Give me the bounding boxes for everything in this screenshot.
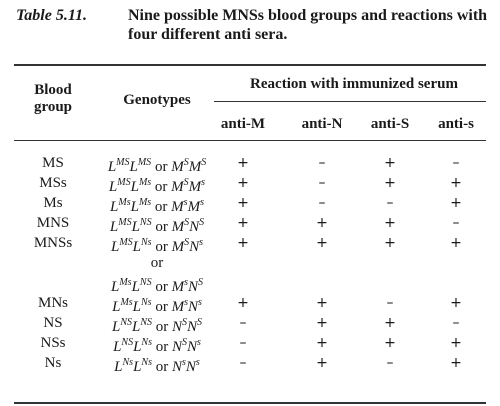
blood-group-cell: MNSs: [33, 235, 73, 251]
reaction-cell: +: [384, 315, 396, 331]
header-blood-group: Blood group: [33, 82, 73, 115]
header-anti-s-lower: anti-s: [438, 116, 474, 132]
reaction-cell: +: [237, 295, 249, 311]
header-genotypes: Genotypes: [123, 92, 191, 108]
header-reaction: Reaction with immunized serum: [250, 76, 458, 92]
reaction-cell: +: [237, 175, 249, 191]
blood-group-cell: NS: [43, 315, 63, 331]
reaction-cell: +: [450, 235, 462, 251]
bottom-rule: [14, 402, 486, 404]
reaction-cell: +: [384, 215, 396, 231]
header-rule: [14, 140, 486, 141]
reaction-cell: +: [384, 155, 396, 171]
reaction-cell: +: [450, 295, 462, 311]
genotype-cell: $L^{Ms}L^{NS}$ or $M^sN^S$: [110, 277, 203, 295]
reaction-cell: –: [318, 155, 326, 171]
reaction-cell: –: [386, 295, 394, 311]
reaction-cell: –: [452, 315, 460, 331]
genotype-cell: $L^{NS}L^{Ns}$ or $N^SN^s$: [113, 337, 201, 355]
genotype-cell: $L^{NS}L^{NS}$ or $N^SN^S$: [111, 317, 203, 335]
reaction-cell: –: [239, 355, 247, 371]
reaction-cell: –: [452, 155, 460, 171]
genotype-cell: $L^{Ns}L^{Ns}$ or $N^sN^s$: [114, 357, 200, 375]
top-rule: [14, 64, 486, 66]
header-anti-m: anti-M: [220, 116, 266, 132]
table-number: Table 5.11.: [16, 7, 87, 24]
reaction-cell: +: [237, 155, 249, 171]
reaction-cell: –: [318, 195, 326, 211]
reaction-cell: +: [237, 235, 249, 251]
blood-group-cell: MSs: [39, 175, 67, 191]
reaction-cell: –: [386, 355, 394, 371]
reaction-cell: +: [450, 195, 462, 211]
reaction-cell: +: [316, 235, 328, 251]
reaction-cell: +: [316, 355, 328, 371]
reaction-cell: +: [316, 315, 328, 331]
header-subrule: [214, 101, 486, 102]
blood-group-cell: NSs: [40, 335, 66, 351]
reaction-cell: +: [450, 175, 462, 191]
reaction-cell: +: [384, 235, 396, 251]
blood-group-cell: MNs: [37, 295, 68, 311]
reaction-cell: +: [237, 195, 249, 211]
reaction-cell: +: [384, 335, 396, 351]
table-title: Nine possible MNSs blood groups and reactions with four different anti sera.: [128, 7, 488, 43]
blood-group-cell: MS: [42, 155, 64, 171]
header-anti-s-upper: anti-S: [370, 116, 410, 132]
genotype-cell: $L^{MS}L^{Ms}$ or $M^SM^s$: [108, 177, 206, 195]
blood-group-cell: MNS: [36, 215, 70, 231]
genotype-cell: $L^{MS}L^{NS}$ or $M^SN^S$: [109, 217, 205, 235]
reaction-cell: +: [450, 335, 462, 351]
blood-group-cell: Ns: [44, 355, 62, 371]
genotype-cell: $L^{MS}L^{MS}$ or $M^SM^S$: [107, 157, 207, 175]
genotype-cell: or: [150, 255, 164, 271]
reaction-cell: –: [452, 215, 460, 231]
reaction-cell: +: [316, 295, 328, 311]
reaction-cell: +: [450, 355, 462, 371]
reaction-cell: +: [316, 215, 328, 231]
header-anti-n: anti-N: [301, 116, 343, 132]
reaction-cell: –: [239, 315, 247, 331]
blood-group-cell: Ms: [43, 195, 63, 211]
reaction-cell: –: [386, 195, 394, 211]
genotype-cell: $L^{MS}L^{Ns}$ or $M^SN^s$: [110, 237, 203, 255]
genotype-cell: $L^{Ms}L^{Ms}$ or $M^sM^s$: [110, 197, 204, 215]
reaction-cell: +: [316, 335, 328, 351]
reaction-cell: +: [384, 175, 396, 191]
reaction-cell: –: [239, 335, 247, 351]
genotype-cell: $L^{Ms}L^{Ns}$ or $M^sN^s$: [112, 297, 202, 315]
reaction-cell: +: [237, 215, 249, 231]
reaction-cell: –: [318, 175, 326, 191]
